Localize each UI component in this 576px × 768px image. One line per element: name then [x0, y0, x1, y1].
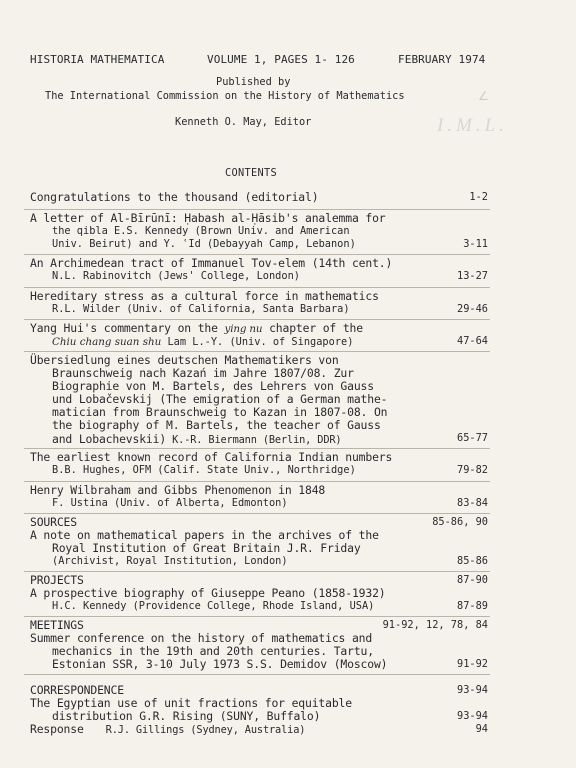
library-mark-icon: ∠ — [478, 89, 489, 103]
divider — [24, 616, 490, 617]
divider — [24, 351, 490, 352]
divider — [24, 481, 490, 482]
entry-title: and Lobachevskii) K.-R. Biermann (Berlin, DDR) — [52, 431, 342, 446]
entry-author: N.L. Rabinovitch (Jews' College, London) — [52, 270, 300, 283]
entry-title: mechanics in the 19th and 20th centuries. Tartu, — [52, 644, 374, 659]
entry-title: Royal Institution of Great Britain J.R. Friday — [52, 541, 361, 556]
entry-author: F. Ustina (Univ. of Alberta, Edmonton) — [52, 497, 288, 510]
entry-title: The earliest known record of California Indian numbers — [30, 450, 393, 464]
divider — [24, 571, 490, 572]
entry-pages: 94 — [475, 723, 488, 735]
section-pages: 93-94 — [457, 684, 488, 696]
entry-author: the qibla E.S. Kennedy (Brown Univ. and American — [52, 225, 350, 238]
section-pages: 85-86, 90 — [432, 516, 488, 528]
section-heading: CORRESPONDENCE — [30, 683, 124, 697]
library-stamp: I.M.L. — [437, 115, 508, 136]
section-meetings — [30, 619, 488, 671]
entry-title: A prospective biography of Giuseppe Peano (1858-1932) — [30, 586, 386, 601]
entry-title: Congratulations to the thousand (editorial) — [30, 190, 319, 204]
entry-title: The Egyptian use of unit fractions for equitable — [30, 696, 352, 711]
toc-entry — [30, 322, 488, 349]
entry-author: (Archivist, Royal Institution, London) — [52, 555, 288, 568]
toc-entry — [30, 484, 488, 510]
divider — [24, 513, 490, 514]
section-pages: 91-92, 12, 78, 84 — [382, 619, 488, 631]
published-by: Published by — [216, 76, 291, 88]
toc-entry — [30, 191, 488, 204]
entry-title: distribution G.R. Rising (SUNY, Buffalo) — [52, 709, 321, 724]
toc-entry — [30, 354, 488, 447]
publisher: The International Commission on the History of Mathematics — [45, 90, 405, 102]
divider — [24, 448, 490, 449]
entry-title: Estonian SSR, 3-10 July 1973 S.S. Demidov (Moscow) — [52, 657, 388, 672]
divider — [24, 254, 490, 255]
journal-name: HISTORIA MATHEMATICA — [30, 53, 165, 66]
entry-pages: 13-27 — [457, 270, 488, 282]
section-heading: SOURCES — [30, 515, 77, 529]
entry-pages: 3-11 — [463, 238, 488, 250]
entry-author: R.L. Wilder (Univ. of California, Santa Barbara) — [52, 303, 350, 316]
toc-entry — [30, 212, 488, 251]
entry-title: the biography of M. Bartels, the teacher of Gauss — [52, 418, 381, 433]
entry-title: und Lobačevskij (The emigration of a German mathe- — [52, 392, 388, 407]
divider — [24, 674, 490, 675]
section-correspondence — [30, 684, 488, 737]
entry-title: Henry Wilbraham and Gibbs Phenomenon in 1848 — [30, 483, 326, 497]
entry-title: Biographie von M. Bartels, des Lehrers von Gauss — [52, 379, 374, 394]
entry-pages: 65-77 — [457, 432, 488, 444]
toc-entry — [30, 290, 488, 316]
entry-author: B.B. Hughes, OFM (Calif. State Univ., Northridge) — [52, 464, 356, 477]
entry-title: Übersiedlung eines deutschen Mathematikers von — [30, 353, 339, 367]
divider — [24, 209, 490, 210]
entry-title: Braunschweig nach Kazań im Jahre 1807/08. Zur — [52, 366, 354, 381]
entry-title: An Archimedean tract of Immanuel Tov-elem (14th cent.) — [30, 256, 393, 270]
entry-pages: 83-84 — [457, 497, 488, 509]
entry-author: Chiu chang suan shu Lam L.-Y. (Univ. of Singapore) — [52, 336, 354, 349]
entry-pages: 47-64 — [457, 335, 488, 347]
entry-pages: 87-89 — [457, 600, 488, 612]
toc-entry — [30, 451, 488, 477]
entry-pages: 93-94 — [457, 710, 488, 722]
entry-title: Summer conference on the history of mathematics and — [30, 631, 373, 646]
entry-title: Yang Hui's commentary on the ying nu chapter of the — [30, 321, 363, 335]
entry-title: Hereditary stress as a cultural force in mathematics — [30, 289, 379, 303]
entry-pages: 79-82 — [457, 464, 488, 476]
entry-author: Univ. Beirut) and Y. ʿId (Debayyah Camp, Lebanon) — [52, 238, 356, 251]
toc-entry — [30, 257, 488, 283]
divider — [24, 287, 490, 288]
section-projects — [30, 574, 488, 613]
response-line: Response R.J. Gillings (Sydney, Australia) — [30, 722, 306, 737]
issue-date: FEBRUARY 1974 — [398, 53, 486, 66]
entry-author: H.C. Kennedy (Providence College, Rhode Island, USA) — [52, 600, 375, 613]
section-sources — [30, 516, 488, 568]
entry-title: A letter of Al-Bīrūnī: Ḥabash al-Ḥāsib's analemma for — [30, 211, 386, 225]
section-pages: 87-90 — [457, 574, 488, 586]
section-heading: PROJECTS — [30, 573, 84, 587]
entry-title: matician from Braunschweig to Kazan in 1807-08. On — [52, 405, 388, 420]
entry-pages: 91-92 — [457, 658, 488, 670]
divider — [24, 319, 490, 320]
editor-line: Kenneth O. May, Editor — [175, 116, 312, 128]
volume-info: VOLUME 1, PAGES 1- 126 — [207, 53, 355, 66]
entry-pages: 1-2 — [469, 191, 488, 203]
entry-pages: 85-86 — [457, 555, 488, 567]
contents-title: CONTENTS — [225, 167, 277, 179]
entry-title: A note on mathematical papers in the archives of the — [30, 528, 379, 543]
entry-pages: 29-46 — [457, 303, 488, 315]
section-heading: MEETINGS — [30, 618, 84, 632]
